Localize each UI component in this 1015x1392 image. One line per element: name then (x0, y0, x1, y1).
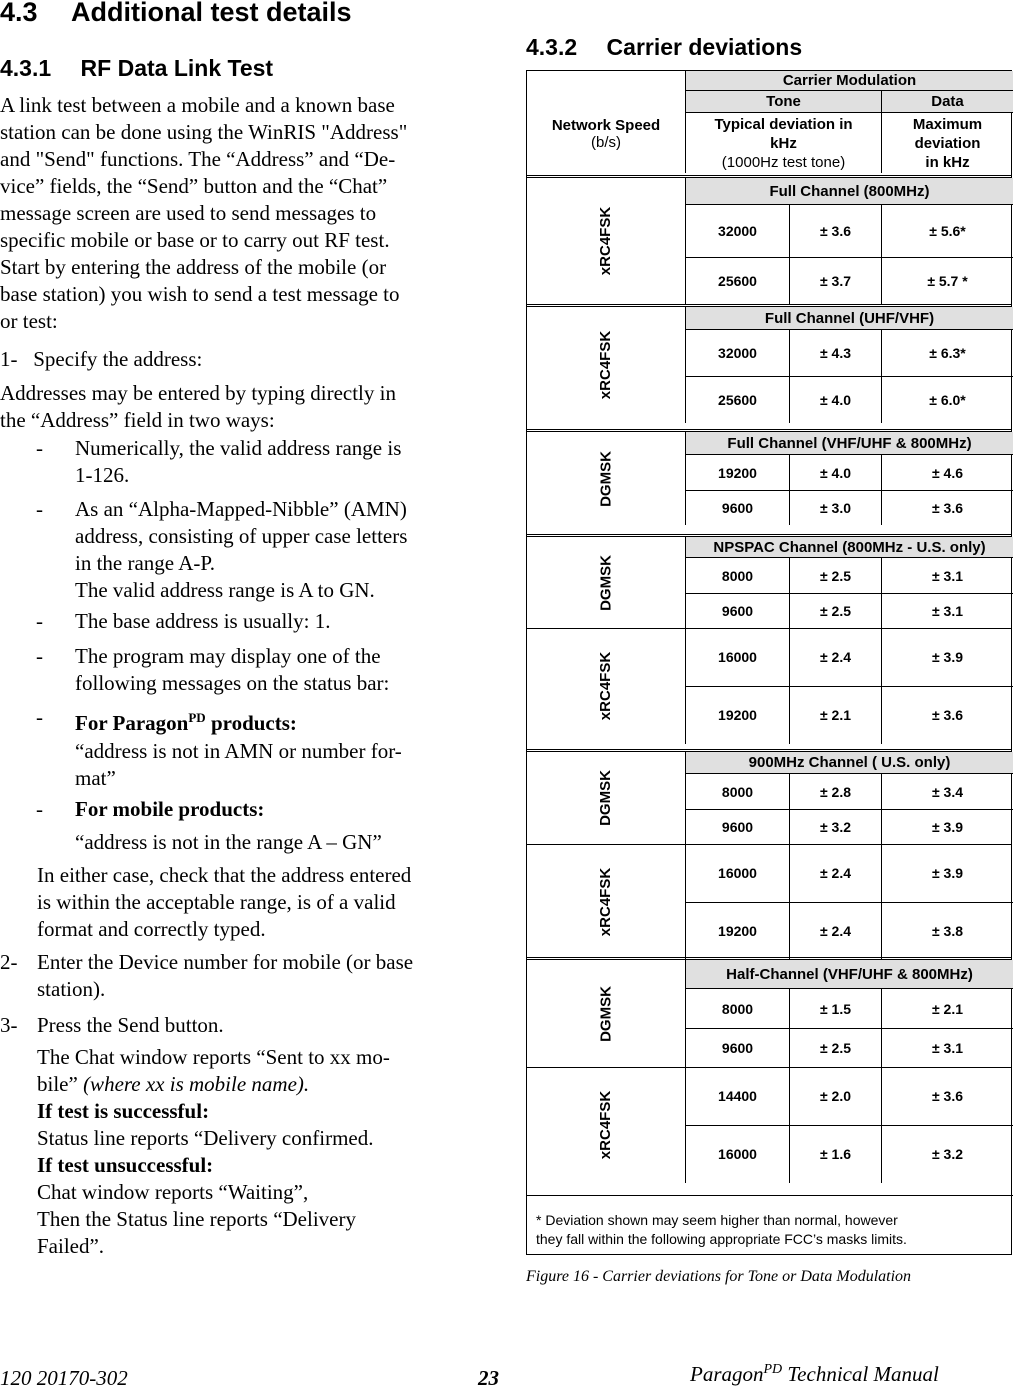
bullet-numeric (75, 435, 455, 489)
pd-superscript: PD (188, 710, 206, 725)
intro-line: base station) you wish to send a test message to (0, 282, 400, 306)
network-speed-cell: 19200 (685, 455, 789, 490)
bullet-base-address: The base address is usually: 1. (75, 609, 331, 633)
data-deviation-cell: ± 3.8 (881, 902, 1013, 960)
bullet-mobile-products: For mobile products: (75, 797, 265, 821)
data-deviation-cell: ± 3.6 (881, 490, 1013, 525)
intro-line: or test: (0, 309, 58, 333)
data-deviation-cell: ± 5.6* (881, 205, 1013, 257)
modulation-label: xRC4FSK (597, 651, 614, 721)
modulation-label: xRC4FSK (597, 867, 614, 937)
address-intro-line: the “Address” field in two ways: (0, 408, 275, 432)
tone-deviation-cell: ± 2.4 (789, 844, 881, 902)
footnote-line: * Deviation shown may seem higher than normal, however (536, 1212, 898, 1228)
bullet-dash: - (36, 797, 43, 821)
data-header: Data (881, 91, 1013, 113)
bullet-status-messages (75, 643, 455, 697)
chat-italic: (where xx is mobile name). (83, 1072, 310, 1096)
step-2-line: station). (37, 977, 106, 1001)
section-title: NPSPAC Channel (800MHz - U.S. only) (685, 537, 1013, 558)
either-case-paragraph (37, 862, 457, 943)
manual-suffix: Technical Manual (782, 1362, 939, 1386)
tone-deviation-cell: ± 3.2 (789, 809, 881, 844)
products-label: products: (205, 711, 297, 735)
tone-deviation-cell: ± 4.0 (789, 376, 881, 423)
doc-number: 120 20170-302 (0, 1366, 128, 1390)
modulation-label: DGMSK (597, 770, 614, 826)
section-title: Full Channel (800MHz) (685, 178, 1013, 205)
bullet-line: in the range A-P. (75, 551, 215, 575)
bullet-dash: - (36, 436, 43, 460)
data-deviation-cell: ± 5.7 * (881, 257, 1013, 304)
tone-deviation-cell: ± 3.0 (789, 490, 881, 525)
intro-paragraph (0, 92, 455, 335)
step-2 (37, 949, 457, 1003)
modulation-label: xRC4FSK (597, 206, 614, 276)
step-1: 1- Specify the address: (0, 347, 203, 371)
bullet-line: 1-126. (75, 463, 130, 487)
data-deviation-cell: ± 2.1 (881, 989, 1013, 1028)
step-2-line: Enter the Device number for mobile (or base (37, 950, 414, 974)
success-text: Status line reports “Delivery confirmed. (37, 1126, 374, 1150)
table-footnote (527, 1195, 1013, 1255)
network-speed-cell: 16000 (685, 844, 789, 902)
paragon-label: For Paragon (75, 711, 189, 735)
carrier-deviation-table (526, 70, 1012, 1255)
intro-line: and "Send" functions. The “Address” and “De- (0, 147, 396, 171)
modulation-label: DGMSK (597, 450, 614, 507)
network-speed-cell: 19200 (685, 902, 789, 960)
bullet-line: address, consisting of upper case letters (75, 524, 408, 548)
figure-caption: Figure 16 - Carrier deviations for Tone or Data Modulation (526, 1268, 912, 1285)
manual-title (690, 1362, 939, 1387)
step-3-number: 3- (0, 1013, 18, 1037)
section-title: 4.3 Additional test details (0, 0, 352, 27)
data-deviation-cell: ± 3.6 (881, 1067, 1013, 1125)
network-speed-cell: 9600 (685, 1028, 789, 1067)
data-sub-line: Maximum (912, 115, 983, 133)
tone-deviation-cell: ± 3.6 (789, 205, 881, 257)
tone-subheader (685, 113, 881, 173)
tone-deviation-cell: ± 2.4 (789, 902, 881, 960)
modulation-label: xRC4FSK (597, 1090, 614, 1160)
manual-name: Paragon (690, 1362, 764, 1386)
modulation-label: DGMSK (597, 985, 614, 1042)
address-intro-line: Addresses may be entered by typing directly in (0, 381, 396, 405)
data-deviation-cell: ± 3.4 (881, 774, 1013, 809)
tone-deviation-cell: ± 1.5 (789, 989, 881, 1028)
network-speed-cell: 8000 (685, 558, 789, 593)
tone-deviation-cell: ± 2.5 (789, 1028, 881, 1067)
bullet-dash: - (36, 609, 43, 633)
subsection-title-carrier: 4.3.2 Carrier deviations (526, 34, 803, 60)
data-subheader (881, 113, 1013, 173)
intro-line: station can be done using the WinRIS "Address" (0, 120, 408, 144)
modulation-label: DGMSK (597, 554, 614, 611)
carrier-modulation-header: Carrier Modulation (685, 71, 1013, 91)
tone-deviation-cell: ± 1.6 (789, 1125, 881, 1183)
bullet-dash: - (36, 705, 43, 729)
tone-deviation-cell: ± 3.7 (789, 257, 881, 304)
bullet-paragon-products (75, 704, 297, 737)
result-paragraph (37, 1044, 457, 1260)
network-speed-cell: 9600 (685, 809, 789, 844)
data-deviation-cell: ± 3.9 (881, 844, 1013, 902)
tone-deviation-cell: ± 2.5 (789, 558, 881, 593)
paragon-message (75, 738, 455, 792)
either-case-line: format and correctly typed. (37, 917, 266, 941)
step-3: Press the Send button. (37, 1013, 224, 1037)
fail-line: Failed”. (37, 1234, 105, 1258)
bullet-line: As an “Alpha-Mapped-Nibble” (AMN) (75, 497, 407, 521)
section-title: Half-Channel (VHF/UHF & 800MHz) (685, 960, 1013, 989)
page-number: 23 (478, 1366, 499, 1390)
network-speed-label: Network Speed (551, 117, 661, 134)
intro-line: A link test between a mobile and a known base (0, 93, 395, 117)
bullet-dash: - (36, 644, 43, 668)
intro-line: Start by entering the address of the mobile (or (0, 255, 387, 279)
modulation-label: xRC4FSK (597, 330, 614, 400)
tone-deviation-cell: ± 2.1 (789, 686, 881, 744)
tone-deviation-cell: ± 2.4 (789, 628, 881, 686)
network-speed-cell: 14400 (685, 1067, 789, 1125)
bullet-line: following messages on the status bar: (75, 671, 390, 695)
subsection-title-rf-link: 4.3.1 RF Data Link Test (0, 55, 274, 81)
chat-line (37, 1071, 457, 1098)
chat-line: The Chat window reports “Sent to xx mo- (37, 1045, 390, 1069)
tone-deviation-cell: ± 4.0 (789, 455, 881, 490)
tone-deviation-cell: ± 2.5 (789, 593, 881, 628)
data-deviation-cell: ± 6.3* (881, 330, 1013, 376)
network-speed-cell: 9600 (685, 593, 789, 628)
data-deviation-cell: ± 3.6 (881, 686, 1013, 744)
network-speed-header (527, 71, 685, 175)
network-speed-cell: 25600 (685, 376, 789, 423)
data-deviation-cell: ± 3.1 (881, 593, 1013, 628)
tone-sub-line: kHz (770, 134, 797, 152)
tone-sub-line: (1000Hz test tone) (721, 153, 846, 171)
fail-heading: If test unsuccessful: (37, 1153, 214, 1177)
message-line: mat” (75, 766, 116, 790)
either-case-line: is within the acceptable range, is of a valid (37, 890, 396, 914)
intro-line: specific mobile or base or to carry out RF test. (0, 228, 390, 252)
data-deviation-cell: ± 3.2 (881, 1125, 1013, 1183)
data-sub-line: in kHz (925, 153, 970, 171)
section-title: Full Channel (VHF/UHF & 800MHz) (685, 432, 1013, 455)
network-speed-cell: 32000 (685, 330, 789, 376)
tone-header: Tone (685, 91, 881, 113)
data-deviation-cell: ± 3.9 (881, 809, 1013, 844)
network-speed-cell: 9600 (685, 490, 789, 525)
data-deviation-cell: ± 6.0* (881, 376, 1013, 423)
fail-line: Then the Status line reports “Delivery (37, 1207, 356, 1231)
network-speed-cell: 8000 (685, 774, 789, 809)
data-deviation-cell: ± 4.6 (881, 455, 1013, 490)
intro-line: message screen are used to send messages to (0, 201, 377, 225)
data-sub-line: deviation (914, 134, 981, 152)
network-speed-cell: 8000 (685, 989, 789, 1028)
tone-deviation-cell: ± 4.3 (789, 330, 881, 376)
bullet-line: The valid address range is A to GN. (75, 578, 375, 602)
network-speed-unit: (b/s) (591, 134, 621, 151)
network-speed-cell: 16000 (685, 628, 789, 686)
section-title: 900MHz Channel ( U.S. only) (685, 752, 1013, 774)
network-speed-cell: 16000 (685, 1125, 789, 1183)
tone-deviation-cell: ± 2.8 (789, 774, 881, 809)
address-intro (0, 380, 455, 434)
mobile-message: “address is not in the range A – GN” (75, 830, 382, 854)
network-speed-cell: 32000 (685, 205, 789, 257)
success-heading: If test is successful: (37, 1099, 210, 1123)
manual-superscript: PD (763, 1362, 783, 1377)
data-deviation-cell: ± 3.1 (881, 558, 1013, 593)
data-deviation-cell: ± 3.1 (881, 1028, 1013, 1067)
bullet-dash: - (36, 497, 43, 521)
bullet-line: The program may display one of the (75, 644, 381, 668)
message-line: “address is not in AMN or number for- (75, 739, 402, 763)
tone-deviation-cell: ± 2.0 (789, 1067, 881, 1125)
either-case-line: In either case, check that the address entered (37, 863, 412, 887)
bullet-amn (75, 496, 455, 604)
network-speed-cell: 25600 (685, 257, 789, 304)
data-deviation-cell: ± 3.9 (881, 628, 1013, 686)
footnote-line: they fall within the following appropriate FCC’s masks limits. (536, 1231, 907, 1247)
section-title: Full Channel (UHF/VHF) (685, 307, 1013, 330)
step-2-number: 2- (0, 950, 18, 974)
chat-text: bile” (37, 1072, 84, 1096)
bullet-line: Numerically, the valid address range is (75, 436, 402, 460)
tone-sub-line: Typical deviation in (714, 115, 853, 133)
network-speed-cell: 19200 (685, 686, 789, 744)
intro-line: vice” fields, the “Send” button and the “Chat” (0, 174, 388, 198)
fail-line: Chat window reports “Waiting”, (37, 1180, 309, 1204)
